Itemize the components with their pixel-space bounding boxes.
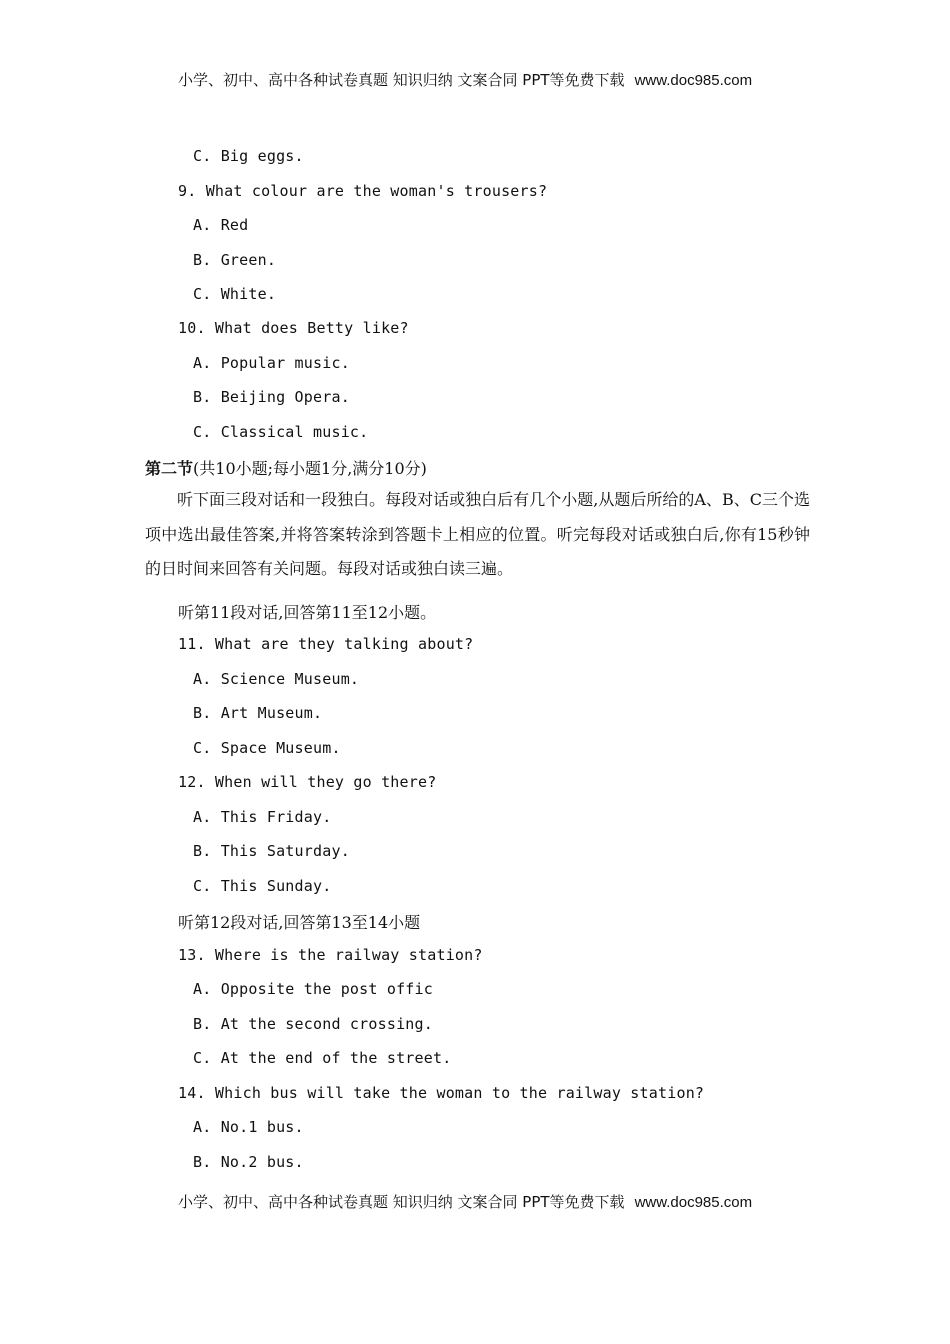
q10-option-b: B. Beijing Opera. — [193, 388, 350, 406]
q11-option-c: C. Space Museum. — [193, 739, 341, 757]
footer-url: www.doc985.com — [634, 1194, 753, 1211]
q9-option-a: A. Red — [193, 216, 249, 234]
q13-option-b: B. At the second crossing. — [193, 1015, 433, 1033]
header-text: 小学、初中、高中各种试卷真题 知识归纳 文案合同 PPT等免费下载 — [178, 71, 625, 89]
q14-question: 14. Which bus will take the woman to the railway station? — [178, 1084, 705, 1102]
header-url: www.doc985.com — [634, 72, 753, 89]
q11-question: 11. What are they talking about? — [178, 635, 474, 653]
page-header — [178, 69, 752, 90]
q12-option-c: C. This Sunday. — [193, 877, 332, 895]
dialog-11-intro: 听第11段对话,回答第11至12小题。 — [178, 603, 437, 622]
q10-question: 10. What does Betty like? — [178, 319, 409, 337]
q9-question: 9. What colour are the woman's trousers? — [178, 182, 548, 200]
q13-question: 13. Where is the railway station? — [178, 946, 483, 964]
q9-option-b: B. Green. — [193, 251, 277, 269]
section-title: 第二节 — [145, 459, 194, 478]
dialog-12-intro: 听第12段对话,回答第13至14小题 — [178, 913, 421, 932]
q11-option-a: A. Science Museum. — [193, 670, 360, 688]
q12-option-a: A. This Friday. — [193, 808, 332, 826]
section-instructions: 听下面三段对话和一段独白。每段对话或独白后有几个小题,从题后所给的A、B、C三个选项中选出最佳答案,并将答案转涂到答题卡上相应的位置。听完每段对话或独白后,你有15秒钟的日时间来回答有关问题。每段对话或独白读三遍。 — [145, 490, 810, 578]
q14-option-b: B. No.2 bus. — [193, 1153, 304, 1171]
q9-option-c: C. White. — [193, 285, 277, 303]
q11-option-b: B. Art Museum. — [193, 704, 323, 722]
q13-option-a: A. Opposite the post offic — [193, 980, 433, 998]
section-note: (共10小题;每小题1分,满分10分) — [193, 459, 427, 478]
footer-text: 小学、初中、高中各种试卷真题 知识归纳 文案合同 PPT等免费下载 — [178, 1193, 625, 1211]
q10-option-a: A. Popular music. — [193, 354, 350, 372]
q13-option-c: C. At the end of the street. — [193, 1049, 452, 1067]
page-footer — [178, 1191, 752, 1212]
q10-option-c: C. Classical music. — [193, 423, 369, 441]
q14-option-a: A. No.1 bus. — [193, 1118, 304, 1136]
section-heading — [145, 456, 427, 479]
q12-option-b: B. This Saturday. — [193, 842, 350, 860]
q12-question: 12. When will they go there? — [178, 773, 437, 791]
q8-option-c: C. Big eggs. — [193, 147, 304, 165]
